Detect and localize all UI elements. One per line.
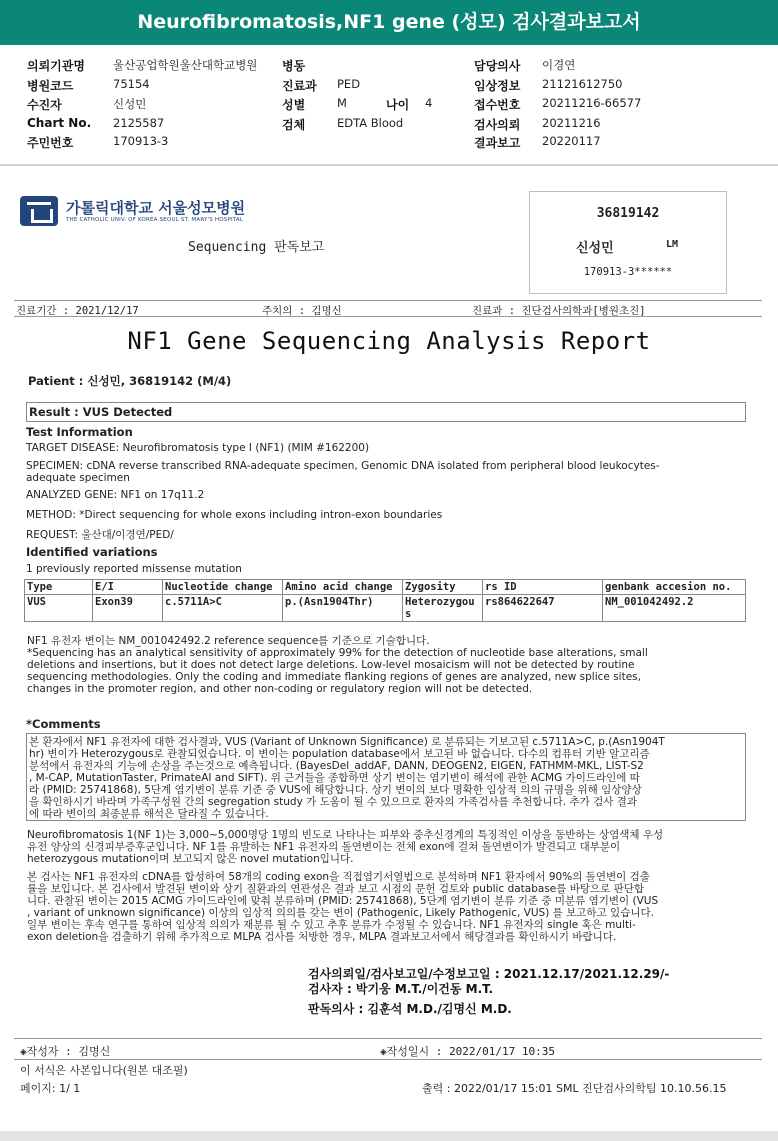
method-paragraph-line: 일부 변이는 후속 연구를 통하여 임상적 의의가 재분류 될 수 있고 추후 분류가 수정될 수 있습니다. NF1 유전자의 single 혹은 multi-: [27, 919, 636, 931]
table-row: [25, 595, 746, 622]
report-dates: 검사의뢰일/검사보고일/수정보고일 : 2021.12.17/2021.12.29/-: [308, 967, 670, 981]
value-rrn: 170913-3: [113, 134, 169, 148]
comment-line: 분석에서 유전자의 기능에 손상을 주는것으로 예측됩니다. (BayesDel_addAF, DANN, DEOGEN2, EIGEN, FATHMM-MKL, LIST-S2: [29, 760, 644, 772]
method-paragraph-line: 률을 보입니다. 본 검사에서 발견된 변이와 상기 질환과의 연관성은 결과 보고 시점의 문헌 검토와 public database를 바탕으로 판단합: [27, 883, 645, 895]
label-doctor: 담당의사: [474, 59, 521, 73]
label-receipt-no: 접수번호: [474, 98, 521, 112]
cell-genbank: NM_001042492.2: [603, 595, 746, 622]
stamp-sex-age: LM: [666, 239, 679, 250]
comment-line: 에 따라 변이의 최종분류 해석은 달라질 수 있습니다.: [29, 808, 269, 820]
comment-line: hr) 변이가 Heterozygous로 관찰되었습니다. 이 변이는 population database에서 보고된 바 없습니다. 다수의 컴퓨터 기반 알고리즘: [29, 748, 650, 760]
method-paragraph-line: exon deletion을 검출하기 위해 추가적으로 MLPA 검사를 처방한 경우, MLPA 결과보고서에서 해당결과를 확인하시기 바랍니다.: [27, 931, 617, 943]
report-title-bar: Neurofibromatosis,NF1 gene (성모) 검사결과보고서: [0, 0, 778, 45]
variations-table: [24, 579, 746, 622]
note-line-1: *Sequencing has an analytical sensitivity of approximately 99% for the detection of nucleotide base alterations, small: [27, 647, 648, 659]
method-paragraph-line: 니다. 관찰된 변이는 2015 ACMG 가이드라인에 맞춰 분류하며 (PMID: 25741868), 5단계 염기변이 분류 기준 중 미분류 염기변이 (VUS: [27, 895, 659, 907]
value-doctor: 이경연: [542, 58, 576, 72]
comments-heading: *Comments: [26, 717, 101, 731]
value-sex: M: [337, 96, 347, 110]
label-chart-no: Chart No.: [27, 116, 92, 130]
value-hospital-code: 75154: [113, 77, 150, 91]
value-age: 4: [425, 96, 433, 110]
specimen-line-2: adequate specimen: [26, 472, 130, 484]
result-box: [26, 402, 746, 422]
label-hospital-code: 병원코드: [27, 79, 74, 93]
report-type: Sequencing 판독보고: [188, 240, 325, 255]
report-heading: NF1 Gene Sequencing Analysis Report: [127, 327, 651, 355]
method-paragraph-line: 본 검사는 NF1 유전자의 cDNA를 합성하여 58개의 coding exon을 직접염기서열법으로 분석하며 NF1 환자에서 90%의 돌연변이 검출: [27, 871, 650, 883]
label-result-report: 결과보고: [474, 136, 521, 150]
visit-department: 진료과 : 진단검사의학과[병원초진]: [472, 305, 646, 317]
col-nucleotide: Nucleotide change: [163, 580, 283, 595]
reader-names: 판독의사 : 김훈석 M.D./김명신 M.D.: [308, 1002, 512, 1016]
hospital-name-en: THE CATHOLIC UNIV. OF KOREA SEOUL ST. MARY'S HOSPITAL: [66, 217, 244, 223]
stamp-name: 신성민: [576, 241, 614, 256]
patient-line: Patient : 신성민, 36819142 (M/4): [28, 374, 232, 388]
label-specimen: 검체: [282, 118, 306, 132]
variations-summary: 1 previously reported missense mutation: [26, 563, 242, 575]
comment-line: 라 (PMID: 25741868), 5단계 염기변이 분류 기준 중 VUS에 해당합니다. 상기 변이의 보다 명확한 임상적 의의 규명을 위해 임상양상: [29, 784, 642, 796]
hospital-name: 가톨릭대학교 서울성모병원: [66, 199, 246, 217]
writer-date: ◈작성일시 : 2022/01/17 10:35: [380, 1045, 555, 1058]
page-number: 페이지: 1/ 1: [20, 1082, 81, 1095]
tester-names: 검사자 : 박기웅 M.T./이건동 M.T.: [308, 982, 494, 996]
visit-line: [14, 300, 762, 317]
col-genbank: genbank accesion no.: [603, 580, 746, 595]
nf1-paragraph-line: 유전 양상의 신경피부증후군입니다. NF 1를 유발하는 NF1 유전자의 돌연변이는 전체 exon에 걸쳐 돌연변이가 발견되고 대부분이: [27, 841, 621, 853]
target-disease: TARGET DISEASE: Neurofibromatosis type I (NF1) (MIM #162200): [26, 442, 370, 454]
bottom-scroll-track[interactable]: [0, 1131, 778, 1141]
comments-box: [26, 733, 746, 821]
request: REQUEST: 울산대/이경연/PED/: [26, 529, 174, 541]
writer-author: ◈작성자 : 김명신: [20, 1045, 111, 1058]
label-rrn: 주민번호: [27, 136, 74, 150]
copy-notice: 이 서식은 사본입니다(원본 대조필): [20, 1064, 188, 1077]
comment-line: , M-CAP, MutationTaster, PrimateAI and SIFT). 위 근거들을 종합하면 상기 변이는 염기변이 해석에 관한 ACMG 가이드라인에 따: [29, 772, 640, 784]
cell-exon: Exon39: [93, 595, 163, 622]
visit-period: 진료기간 : 2021/12/17: [16, 305, 139, 317]
writer-line: [14, 1038, 762, 1060]
cell-amino-acid: p.(Asn1904Thr): [283, 595, 403, 622]
note-line-2: deletions and insertions, but it does not detect large deletions. Low-level mosaicism will not be detected by routine: [27, 659, 635, 671]
attending-doctor: 주치의 : 김명신: [262, 305, 342, 317]
print-info: 출력 : 2022/01/17 15:01 SML 진단검사의학팀 10.10.56.15: [422, 1082, 727, 1095]
value-patient: 신성민: [113, 97, 147, 111]
comment-line: 을 확인하시기 바라며 가족구성원 간의 segregation study 가 도움이 될 수 있으므로 환자의 가족검사를 추천합니다. 추가 검사 결과: [29, 796, 637, 808]
value-receipt-no: 20211216-66577: [542, 96, 642, 110]
note-line-4: changes in the promoter region, and other non-coding or regulatory region will not be detected.: [27, 683, 533, 695]
value-test-request: 20211216: [542, 116, 601, 130]
value-result-report: 20220117: [542, 134, 601, 148]
value-department: PED: [337, 77, 361, 91]
comment-line: 본 환자에서 NF1 유전자에 대한 검사결과, VUS (Variant of Unknown Significance) 로 분류되는 기보고된 c.5711A>C, p.(Asn1904T: [29, 736, 665, 748]
label-patient: 수진자: [27, 98, 62, 112]
stamp-id: 36819142: [596, 206, 660, 221]
label-test-request: 검사의뢰: [474, 118, 521, 132]
label-age: 나이: [386, 98, 410, 112]
label-ward: 병동: [282, 59, 306, 73]
col-type: Type: [25, 580, 93, 595]
value-requesting-institution: 울산공업학원울산대학교병원: [113, 58, 258, 72]
analyzed-gene: ANALYZED GENE: NF1 on 17q11.2: [26, 489, 205, 501]
test-info-heading: Test Information: [26, 425, 133, 439]
cell-rs-id: rs864622647: [483, 595, 603, 622]
patient-stamp: [529, 191, 727, 294]
value-chart-no: 2125587: [113, 116, 165, 130]
cell-zygosity: Heterozygous: [403, 595, 483, 622]
stamp-rrn: 170913-3******: [583, 266, 673, 278]
cell-nucleotide: c.5711A>C: [163, 595, 283, 622]
nf1-paragraph-line: Neurofibromatosis 1(NF 1)는 3,000~5,000명당 1명의 빈도로 나타나는 피부와 중추신경계의 특징적인 이상을 동반하는 상염색체 우성: [27, 829, 664, 841]
note-reference: NF1 유전자 변이는 NM_001042492.2 reference sequence를 기준으로 기술합니다.: [27, 635, 430, 647]
nf1-paragraph-line: heterozygous mutation이며 보고되지 않은 novel mutation입니다.: [27, 853, 354, 865]
section-divider: [0, 164, 778, 166]
table-header-row: [25, 580, 746, 595]
result-text: Result : VUS Detected: [29, 405, 173, 419]
method-paragraph-line: , variant of unknown significance) 이상의 임상적 의의를 갖는 변이 (Pathogenic, Likely Pathogenic, VUS) 를 보고하고 있습니다.: [27, 907, 654, 919]
cell-type: VUS: [25, 595, 93, 622]
method: METHOD: *Direct sequencing for whole exons including intron-exon boundaries: [26, 509, 443, 521]
col-amino-acid: Amino acid change: [283, 580, 403, 595]
value-specimen: EDTA Blood: [337, 116, 404, 130]
specimen-line-1: SPECIMEN: cDNA reverse transcribed RNA-adequate specimen, Genomic DNA isolated from peripheral blood leukocytes-: [26, 460, 660, 472]
col-rs-id: rs ID: [483, 580, 603, 595]
col-zygosity: Zygosity: [403, 580, 483, 595]
label-sex: 성별: [282, 98, 306, 112]
label-department: 진료과: [282, 79, 317, 93]
variations-heading: Identified variations: [26, 545, 158, 559]
value-clinical-info: 21121612750: [542, 77, 623, 91]
label-requesting-institution: 의뢰기관명: [27, 59, 85, 73]
col-exon-intron: E/I: [93, 580, 163, 595]
note-line-3: sequencing methodologies. Only the coding and immediate flanking regions of genes are analyzed, new splice sites,: [27, 671, 641, 683]
hospital-logo-icon: [20, 196, 58, 226]
label-clinical-info: 임상정보: [474, 79, 521, 93]
